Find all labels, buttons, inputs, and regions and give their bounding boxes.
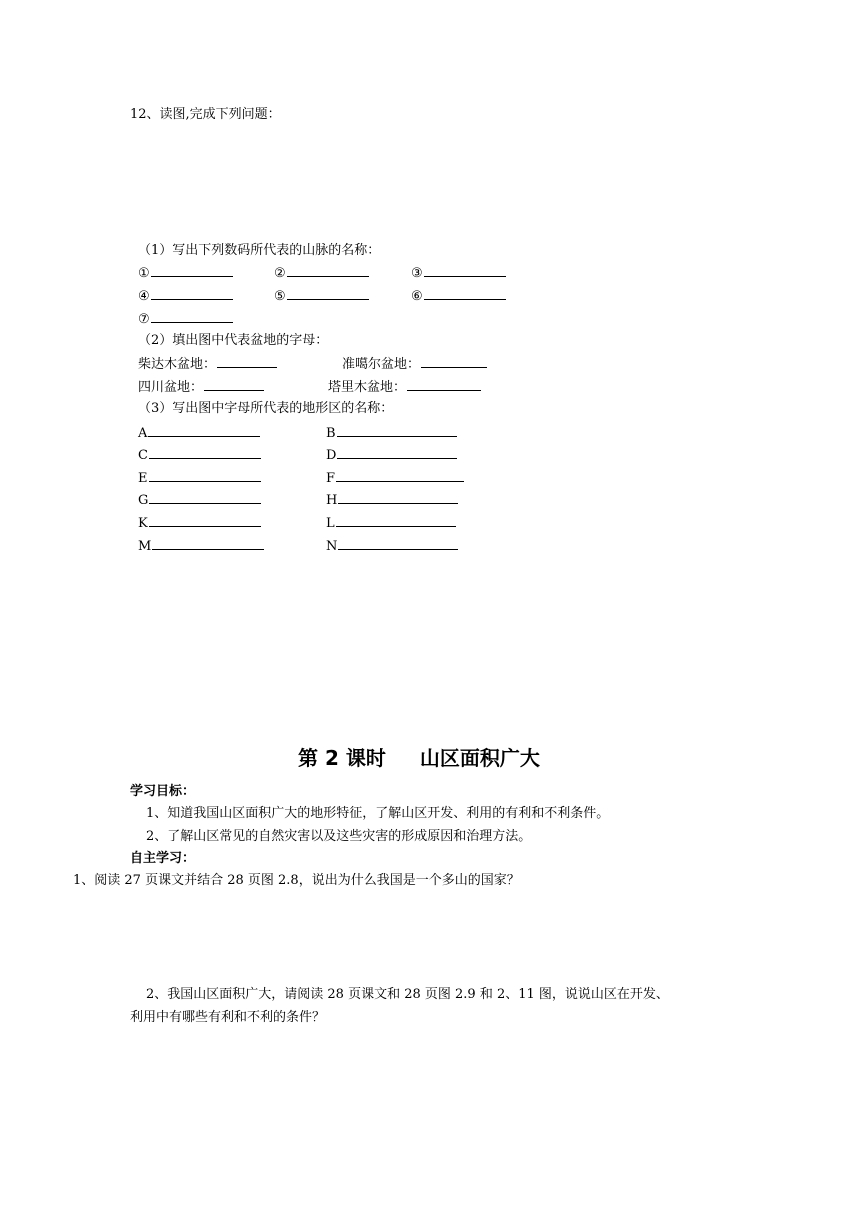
answer-blank[interactable]	[217, 355, 277, 368]
answer-blank[interactable]	[149, 491, 261, 504]
answer-blank[interactable]	[152, 537, 264, 550]
landform-letter: L	[326, 516, 335, 531]
objectives-heading: 学习目标：	[130, 784, 196, 799]
landform-answer-a	[138, 424, 260, 443]
mountain-number-label: ①	[138, 266, 150, 281]
objective-1: 1、知道我国山区面积广大的地形特征，了解山区开发、利用的有利和不利条件。	[146, 806, 610, 821]
answer-blank[interactable]	[338, 491, 458, 504]
question-12-heading: 12、读图,完成下列问题：	[130, 107, 281, 122]
answer-blank[interactable]	[421, 355, 487, 368]
mountain-number-label: ③	[411, 266, 423, 281]
basin-answer-qaidam	[138, 355, 277, 374]
landform-letter: H	[326, 493, 338, 508]
answer-blank[interactable]	[149, 514, 261, 527]
landform-answer-k	[138, 514, 261, 533]
mountain-answer-4	[138, 287, 233, 306]
landform-letter: C	[138, 448, 148, 463]
answer-blank[interactable]	[424, 287, 506, 300]
landform-letter: G	[138, 493, 149, 508]
mountain-number-label: ⑤	[274, 289, 286, 304]
objective-2: 2、了解山区常见的自然灾害以及这些灾害的形成原因和治理方法。	[146, 829, 532, 844]
landform-answer-d	[326, 446, 457, 465]
basin-label: 塔里木盆地：	[328, 380, 407, 395]
landform-answer-e	[138, 469, 261, 488]
landform-answer-c	[138, 446, 261, 465]
self-study-question-2-line1: 2、我国山区面积广大，请阅读 28 页课文和 28 页图 2.9 和 2、11 图，说说山区在开发、	[146, 987, 669, 1002]
mountain-answer-7	[138, 310, 233, 329]
basin-label: 准噶尔盆地：	[342, 357, 421, 372]
landform-answer-b	[326, 424, 457, 443]
mountain-answer-6	[411, 287, 506, 306]
self-study-question-2-line2: 利用中有哪些有利和不利的条件？	[130, 1010, 326, 1025]
answer-blank[interactable]	[336, 514, 456, 527]
mountain-answer-5	[274, 287, 369, 306]
landform-letter: A	[138, 426, 148, 441]
mountain-answer-3	[411, 264, 506, 283]
mountain-answer-2	[274, 264, 369, 283]
lesson-number: 第 2 课时	[298, 746, 386, 770]
mountain-number-label: ⑥	[411, 289, 423, 304]
landform-letter: E	[138, 471, 148, 486]
part3-prompt: （3）写出图中字母所代表的地形区的名称：	[138, 401, 394, 416]
landform-letter: D	[326, 448, 337, 463]
part2-prompt: （2）填出图中代表盆地的字母：	[138, 333, 329, 348]
answer-blank[interactable]	[287, 264, 369, 277]
mountain-number-label: ②	[274, 266, 286, 281]
landform-letter: N	[326, 539, 338, 554]
basin-label: 柴达木盆地：	[138, 357, 217, 372]
answer-blank[interactable]	[149, 469, 261, 482]
landform-letter: K	[138, 516, 148, 531]
mountain-answer-1	[138, 264, 233, 283]
answer-blank[interactable]	[338, 537, 458, 550]
mountain-number-label: ⑦	[138, 312, 150, 327]
basin-answer-sichuan	[138, 378, 264, 397]
self-study-question-1: 1、阅读 27 页课文并结合 28 页图 2.8，说出为什么我国是一个多山的国家？	[73, 873, 520, 888]
mountain-number-label: ④	[138, 289, 150, 304]
landform-answer-f	[326, 469, 464, 488]
lesson-topic: 山区面积广大	[419, 746, 540, 770]
basin-label: 四川盆地：	[138, 380, 204, 395]
answer-blank[interactable]	[151, 287, 233, 300]
answer-blank[interactable]	[151, 264, 233, 277]
basin-answer-junggar	[342, 355, 487, 374]
answer-blank[interactable]	[149, 446, 261, 459]
answer-blank[interactable]	[337, 446, 457, 459]
answer-blank[interactable]	[337, 424, 457, 437]
answer-blank[interactable]	[148, 424, 260, 437]
part1-prompt: （1）写出下列数码所代表的山脉的名称：	[138, 243, 381, 258]
answer-blank[interactable]	[287, 287, 369, 300]
self-study-heading: 自主学习：	[130, 851, 196, 866]
answer-blank[interactable]	[151, 310, 233, 323]
answer-blank[interactable]	[407, 378, 481, 391]
landform-answer-m	[138, 537, 264, 556]
landform-letter: M	[138, 539, 152, 554]
lesson-title	[298, 745, 540, 771]
answer-blank[interactable]	[424, 264, 506, 277]
landform-answer-n	[326, 537, 458, 556]
landform-answer-g	[138, 491, 261, 510]
landform-letter: B	[326, 426, 336, 441]
landform-letter: F	[326, 471, 336, 486]
basin-answer-tarim	[328, 378, 481, 397]
answer-blank[interactable]	[204, 378, 264, 391]
landform-answer-h	[326, 491, 458, 510]
answer-blank[interactable]	[336, 469, 464, 482]
landform-answer-l	[326, 514, 456, 533]
